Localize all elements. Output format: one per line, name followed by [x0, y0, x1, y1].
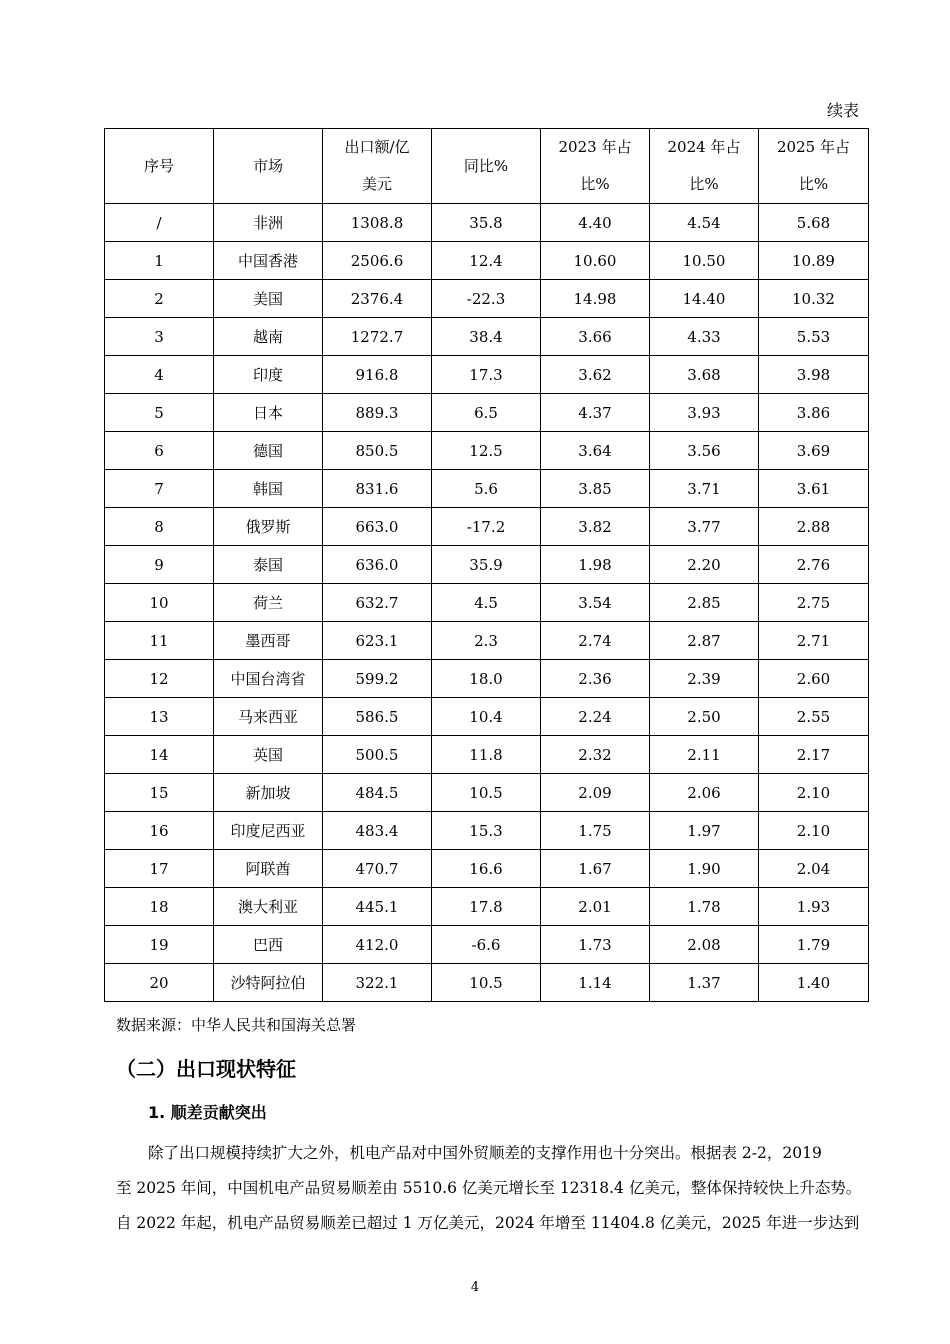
table-cell: 12.5 [432, 432, 541, 470]
table-cell: 5 [105, 394, 214, 432]
table-cell: 632.7 [323, 584, 432, 622]
table-cell: 9 [105, 546, 214, 584]
table-cell: 3 [105, 318, 214, 356]
table-cell: 10.32 [759, 280, 869, 318]
table-row [105, 888, 869, 926]
table-cell: 3.98 [759, 356, 869, 394]
table-cell: 5.68 [759, 204, 869, 242]
table-cell: 1.67 [541, 850, 650, 888]
table-cell: 11.8 [432, 736, 541, 774]
table-cell: 2.50 [650, 698, 759, 736]
table-cell: 1.98 [541, 546, 650, 584]
table-cell: 17.8 [432, 888, 541, 926]
table-cell: 623.1 [323, 622, 432, 660]
table-cell: 16.6 [432, 850, 541, 888]
table-row [105, 660, 869, 698]
table-cell: 2.36 [541, 660, 650, 698]
table-cell: 墨西哥 [214, 622, 323, 660]
paragraph-line [116, 1206, 862, 1241]
table-row [105, 318, 869, 356]
table-cell: 10 [105, 584, 214, 622]
table-cell: 484.5 [323, 774, 432, 812]
table-cell: 1.73 [541, 926, 650, 964]
header-yoy: 同比% [432, 129, 541, 204]
table-row [105, 546, 869, 584]
paragraph-line-text: 自 2022 年起，机电产品贸易顺差已超过 1 万亿美元，2024 年增至 11404.8 亿美元，2025 年进一步达到 [116, 1214, 860, 1232]
table-cell: 15.3 [432, 812, 541, 850]
table-cell: 20 [105, 964, 214, 1002]
table-cell: 沙特阿拉伯 [214, 964, 323, 1002]
table-cell: 2.10 [759, 812, 869, 850]
table-cell: 10.50 [650, 242, 759, 280]
table-cell: -6.6 [432, 926, 541, 964]
table-cell: 35.9 [432, 546, 541, 584]
table-cell: 1308.8 [323, 204, 432, 242]
table-cell: 2.74 [541, 622, 650, 660]
table-row [105, 964, 869, 1002]
table-cell: 2.06 [650, 774, 759, 812]
table-cell: 英国 [214, 736, 323, 774]
table-cell: 中国香港 [214, 242, 323, 280]
table-cell: 越南 [214, 318, 323, 356]
table-cell: 2.01 [541, 888, 650, 926]
table-cell: 2.87 [650, 622, 759, 660]
table-cell: 2.85 [650, 584, 759, 622]
table-cell: 14 [105, 736, 214, 774]
header-market: 市场 [214, 129, 323, 204]
table-cell: 10.4 [432, 698, 541, 736]
table-cell: 俄罗斯 [214, 508, 323, 546]
table-cell: 470.7 [323, 850, 432, 888]
table-header-row [105, 129, 869, 204]
table-cell: 3.86 [759, 394, 869, 432]
table-cell: 17 [105, 850, 214, 888]
table-cell: 1272.7 [323, 318, 432, 356]
table-cell: 澳大利亚 [214, 888, 323, 926]
table-cell: 1.97 [650, 812, 759, 850]
table-row [105, 394, 869, 432]
table-cell: 1.93 [759, 888, 869, 926]
table-cell: 586.5 [323, 698, 432, 736]
table-cell: 新加坡 [214, 774, 323, 812]
table-cell: 4.5 [432, 584, 541, 622]
table-cell: 3.66 [541, 318, 650, 356]
table-cell: 15 [105, 774, 214, 812]
table-row [105, 622, 869, 660]
table-row [105, 736, 869, 774]
table-cell: 4.33 [650, 318, 759, 356]
table-row [105, 432, 869, 470]
header-share-2025: 2025 年占比% [759, 129, 869, 204]
table-cell: 非洲 [214, 204, 323, 242]
table-cell: 马来西亚 [214, 698, 323, 736]
table-cell: 889.3 [323, 394, 432, 432]
table-cell: 412.0 [323, 926, 432, 964]
table-cell: 德国 [214, 432, 323, 470]
table-row [105, 698, 869, 736]
table-cell: 322.1 [323, 964, 432, 1002]
subsection-heading: 1. 顺差贡献突出 [148, 1103, 267, 1122]
table-cell: 韩国 [214, 470, 323, 508]
table-cell: 3.85 [541, 470, 650, 508]
table-cell: 10.89 [759, 242, 869, 280]
paragraph-line-text: 除了出口规模持续扩大之外，机电产品对中国外贸顺差的支撑作用也十分突出。根据表 2-2，2019 [148, 1144, 822, 1162]
table-cell: 印度尼西亚 [214, 812, 323, 850]
table-cell: 12.4 [432, 242, 541, 280]
table-cell: 3.71 [650, 470, 759, 508]
table-cell: 6 [105, 432, 214, 470]
table-row [105, 280, 869, 318]
table-cell: 1 [105, 242, 214, 280]
table-cell: 中国台湾省 [214, 660, 323, 698]
table-cell: 2.09 [541, 774, 650, 812]
table-cell: 1.79 [759, 926, 869, 964]
table-cell: 2.11 [650, 736, 759, 774]
table-cell: 4 [105, 356, 214, 394]
table-cell: 663.0 [323, 508, 432, 546]
table-cell: 18.0 [432, 660, 541, 698]
table-cell: 7 [105, 470, 214, 508]
table-cell: 3.69 [759, 432, 869, 470]
table-cell: 445.1 [323, 888, 432, 926]
table-cell: 13 [105, 698, 214, 736]
header-share-2024: 2024 年占比% [650, 129, 759, 204]
table-cell: 14.40 [650, 280, 759, 318]
table-cell: 35.8 [432, 204, 541, 242]
table-cell: 3.61 [759, 470, 869, 508]
table-cell: 2.39 [650, 660, 759, 698]
table-row [105, 774, 869, 812]
table-cell: 巴西 [214, 926, 323, 964]
table-cell: 636.0 [323, 546, 432, 584]
header-share-2023: 2023 年占比% [541, 129, 650, 204]
table-cell: 19 [105, 926, 214, 964]
table-cell: 1.14 [541, 964, 650, 1002]
table-cell: 2 [105, 280, 214, 318]
header-seq: 序号 [105, 129, 214, 204]
table-cell: 18 [105, 888, 214, 926]
table-cell: 831.6 [323, 470, 432, 508]
table-cell: 599.2 [323, 660, 432, 698]
continued-label: 续表 [826, 101, 859, 120]
table-cell: 4.37 [541, 394, 650, 432]
table-row [105, 508, 869, 546]
table-row [105, 850, 869, 888]
source-note: 数据来源：中华人民共和国海关总署 [116, 1016, 357, 1034]
table-cell: 2.60 [759, 660, 869, 698]
table-cell: -22.3 [432, 280, 541, 318]
table-cell: 500.5 [323, 736, 432, 774]
section-heading: （二）出口现状特征 [116, 1057, 296, 1081]
table-cell: 阿联酋 [214, 850, 323, 888]
header-export-amount: 出口额/亿美元 [323, 129, 432, 204]
table-cell: 2.04 [759, 850, 869, 888]
table-cell: 16 [105, 812, 214, 850]
table-cell: 2.08 [650, 926, 759, 964]
table-cell: 3.82 [541, 508, 650, 546]
table-cell: 2.32 [541, 736, 650, 774]
table-cell: 2.3 [432, 622, 541, 660]
table-cell: 2506.6 [323, 242, 432, 280]
table-cell: 3.56 [650, 432, 759, 470]
table-cell: 916.8 [323, 356, 432, 394]
table-cell: 2.75 [759, 584, 869, 622]
table-cell: 1.90 [650, 850, 759, 888]
table-cell: 4.40 [541, 204, 650, 242]
table-cell: 10.60 [541, 242, 650, 280]
table-cell: 5.53 [759, 318, 869, 356]
table-cell: 美国 [214, 280, 323, 318]
body-paragraph [116, 1136, 862, 1241]
table-cell: 2.17 [759, 736, 869, 774]
table-cell: 1.37 [650, 964, 759, 1002]
table-cell: 4.54 [650, 204, 759, 242]
table-row [105, 470, 869, 508]
table-cell: 6.5 [432, 394, 541, 432]
export-markets-table [104, 128, 869, 1002]
table-row [105, 584, 869, 622]
table-cell: 2.76 [759, 546, 869, 584]
table-cell: 3.93 [650, 394, 759, 432]
table-cell: 1.75 [541, 812, 650, 850]
table-cell: 1.78 [650, 888, 759, 926]
table-cell: 14.98 [541, 280, 650, 318]
table-cell: 483.4 [323, 812, 432, 850]
table-cell: / [105, 204, 214, 242]
table-cell: 2.24 [541, 698, 650, 736]
paragraph-line [116, 1136, 862, 1171]
table-cell: 2.88 [759, 508, 869, 546]
table-cell: 泰国 [214, 546, 323, 584]
table-cell: 12 [105, 660, 214, 698]
table-cell: 3.54 [541, 584, 650, 622]
table-cell: 印度 [214, 356, 323, 394]
table-row [105, 812, 869, 850]
table-cell: 日本 [214, 394, 323, 432]
paragraph-line-text: 至 2025 年间，中国机电产品贸易顺差由 5510.6 亿美元增长至 12318.4 亿美元，整体保持较快上升态势。 [116, 1179, 862, 1197]
table-row [105, 926, 869, 964]
table-cell: 11 [105, 622, 214, 660]
table-row [105, 242, 869, 280]
table-cell: 17.3 [432, 356, 541, 394]
table-cell: 3.62 [541, 356, 650, 394]
table-cell: 2.10 [759, 774, 869, 812]
table-cell: 1.40 [759, 964, 869, 1002]
table-row [105, 204, 869, 242]
table-cell: -17.2 [432, 508, 541, 546]
paragraph-line [116, 1171, 862, 1206]
table-cell: 3.68 [650, 356, 759, 394]
table-cell: 8 [105, 508, 214, 546]
table-cell: 3.64 [541, 432, 650, 470]
table-cell: 3.77 [650, 508, 759, 546]
table-cell: 10.5 [432, 964, 541, 1002]
table-cell: 38.4 [432, 318, 541, 356]
table-cell: 2.20 [650, 546, 759, 584]
table-cell: 10.5 [432, 774, 541, 812]
table-cell: 荷兰 [214, 584, 323, 622]
table-cell: 2.71 [759, 622, 869, 660]
table-cell: 2.55 [759, 698, 869, 736]
table-cell: 2376.4 [323, 280, 432, 318]
table-cell: 5.6 [432, 470, 541, 508]
table-row [105, 356, 869, 394]
table-cell: 850.5 [323, 432, 432, 470]
page-number: 4 [470, 1280, 480, 1295]
